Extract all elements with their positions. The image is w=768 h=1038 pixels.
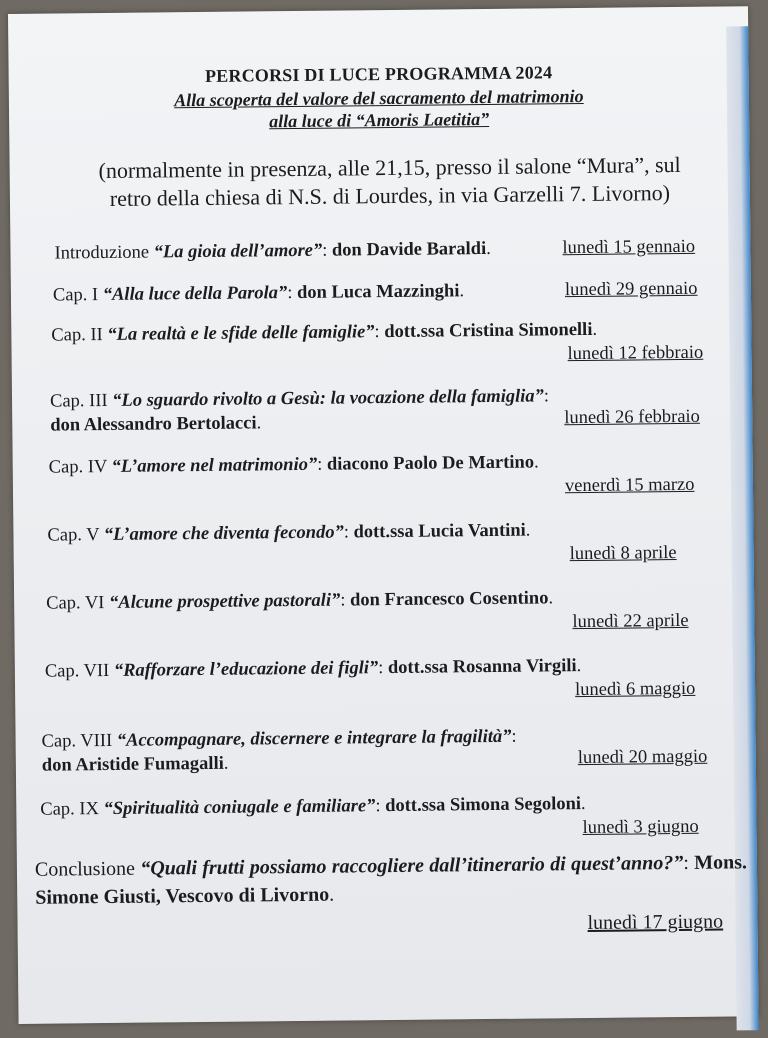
- entry-work: “L’amore nel matrimonio”: [111, 454, 318, 477]
- entry-date: lunedì 29 gennaio: [564, 278, 698, 301]
- entry-label: Cap. VIII: [41, 730, 113, 752]
- entry-work: “Alcune prospettive pastorali”: [108, 590, 341, 613]
- entry-date: lunedì 22 aprile: [572, 610, 689, 633]
- entry-work: “La gioia dell’amore”: [153, 240, 323, 263]
- entry-date: lunedì 6 maggio: [575, 678, 696, 701]
- entry-speaker: diacono Paolo De Martino: [326, 452, 535, 475]
- entry-work: “Lo sguardo rivolto a Gesù: la vocazione della famiglia”: [112, 386, 544, 411]
- entry-speaker: don Alessandro Bertolacci: [50, 413, 257, 436]
- entry-date: lunedì 3 giugno: [582, 816, 699, 839]
- entry-speaker: don Luca Mazzinghi: [296, 281, 460, 303]
- entry-cap-7: Cap. VII “Rafforzare l’educazione dei figli”: dott.ssa Rosanna Virgili.: [44, 656, 582, 682]
- entry-label: Cap. VII: [44, 660, 110, 682]
- entry-date: lunedì 26 febbraio: [564, 406, 700, 429]
- entry-work: “Accompagnare, discernere e integrare la fragilità”: [116, 726, 512, 751]
- entry-speaker: dott.ssa Lucia Vantini: [353, 520, 526, 543]
- entry-cap-8: Cap. VIII “Accompagnare, discernere e integrare la fragilità”: don Aristide Fumagalli.: [41, 726, 517, 776]
- entry-speaker: don Davide Baraldi: [331, 239, 487, 261]
- entry-speaker: dott.ssa Rosanna Virgili: [387, 656, 577, 679]
- entry-date: lunedì 20 maggio: [577, 746, 708, 769]
- entry-speaker: Mons. Simone Giusti, Vescovo di Livorno: [35, 851, 748, 909]
- entry-label: Cap. I: [52, 285, 99, 306]
- entry-label: Conclusione: [34, 857, 136, 881]
- entry-conclusion: Conclusione “Quali frutti possiamo raccogliere dall’itinerario di quest’anno?”: Mons. Simone Giusti, Vescovo di Livorno.: [34, 851, 748, 909]
- entry-label: Cap. IX: [40, 799, 100, 820]
- intro-line-2: retro della chiesa di N.S. di Lourdes, in via Garzelli 7. Livorno): [109, 180, 671, 211]
- intro-note: [50, 150, 731, 213]
- intro-line-1: (normalmente in presenza, alle 21,15, presso il salone “Mura”, sul: [98, 151, 681, 184]
- entry-date: lunedì 15 gennaio: [562, 236, 696, 259]
- entry-label: Cap. V: [47, 525, 100, 546]
- entry-intro: Introduzione “La gioia dell’amore”: don Davide Baraldi.: [54, 238, 491, 264]
- entry-label: Introduzione: [54, 242, 150, 264]
- entry-date: lunedì 17 giugno: [587, 910, 724, 934]
- paper-sheet: [8, 6, 759, 1024]
- document-subtitle-line1: Alla scoperta del valore del sacramento del matrimonio: [174, 85, 584, 111]
- entry-cap-1: Cap. I “Alla luce della Parola”: don Luca Mazzinghi.: [52, 281, 465, 306]
- entry-cap-2: Cap. II “La realtà e le sfide delle famiglie”: dott.ssa Cristina Simonelli.: [51, 319, 598, 346]
- entry-date: lunedì 8 aprile: [569, 543, 677, 565]
- entry-work: “Alla luce della Parola”: [102, 283, 288, 306]
- entry-work: “L’amore che diventa fecondo”: [103, 522, 344, 546]
- entry-work: “Rafforzare l’educazione dei figli”: [113, 658, 379, 681]
- entry-speaker: dott.ssa Cristina Simonelli: [384, 319, 593, 343]
- entry-date: lunedì 12 febbraio: [567, 342, 704, 365]
- entry-cap-4: Cap. IV “L’amore nel matrimonio”: diacono Paolo De Martino.: [48, 452, 539, 478]
- entry-cap-9: Cap. IX “Spiritualità coniugale e familiare”: dott.ssa Simona Segoloni.: [40, 793, 586, 820]
- entry-speaker: dott.ssa Simona Segoloni: [385, 794, 582, 817]
- entry-label: Cap. VI: [46, 593, 105, 614]
- entry-cap-5: Cap. V “L’amore che diventa fecondo”: dott.ssa Lucia Vantini.: [47, 520, 531, 546]
- entry-work: “La realtà e le sfide delle famiglie”: [107, 322, 375, 345]
- entry-work: “Spiritualità coniugale e familiare”: [103, 796, 376, 820]
- entry-work: “Quali frutti possiamo raccogliere dall’itinerario di quest’anno?”: [140, 851, 684, 880]
- entry-date: venerdì 15 marzo: [564, 474, 695, 497]
- entry-cap-3: Cap. III “Lo sguardo rivolto a Gesù: la vocazione della famiglia”: don Alessandro Bertolacci.: [49, 386, 550, 436]
- entry-speaker: don Aristide Fumagalli: [41, 753, 224, 776]
- entry-speaker: don Francesco Cosentino: [349, 588, 549, 611]
- entry-label: Cap. II: [51, 325, 103, 346]
- entry-cap-6: Cap. VI “Alcune prospettive pastorali”: don Francesco Cosentino.: [46, 588, 554, 614]
- document-title: PERCORSI DI LUCE PROGRAMMA 2024: [204, 62, 553, 86]
- document-subtitle-line2: alla luce di “Amoris Laetitia”: [269, 108, 490, 132]
- entry-label: Cap. III: [49, 390, 108, 412]
- entry-label: Cap. IV: [48, 456, 108, 478]
